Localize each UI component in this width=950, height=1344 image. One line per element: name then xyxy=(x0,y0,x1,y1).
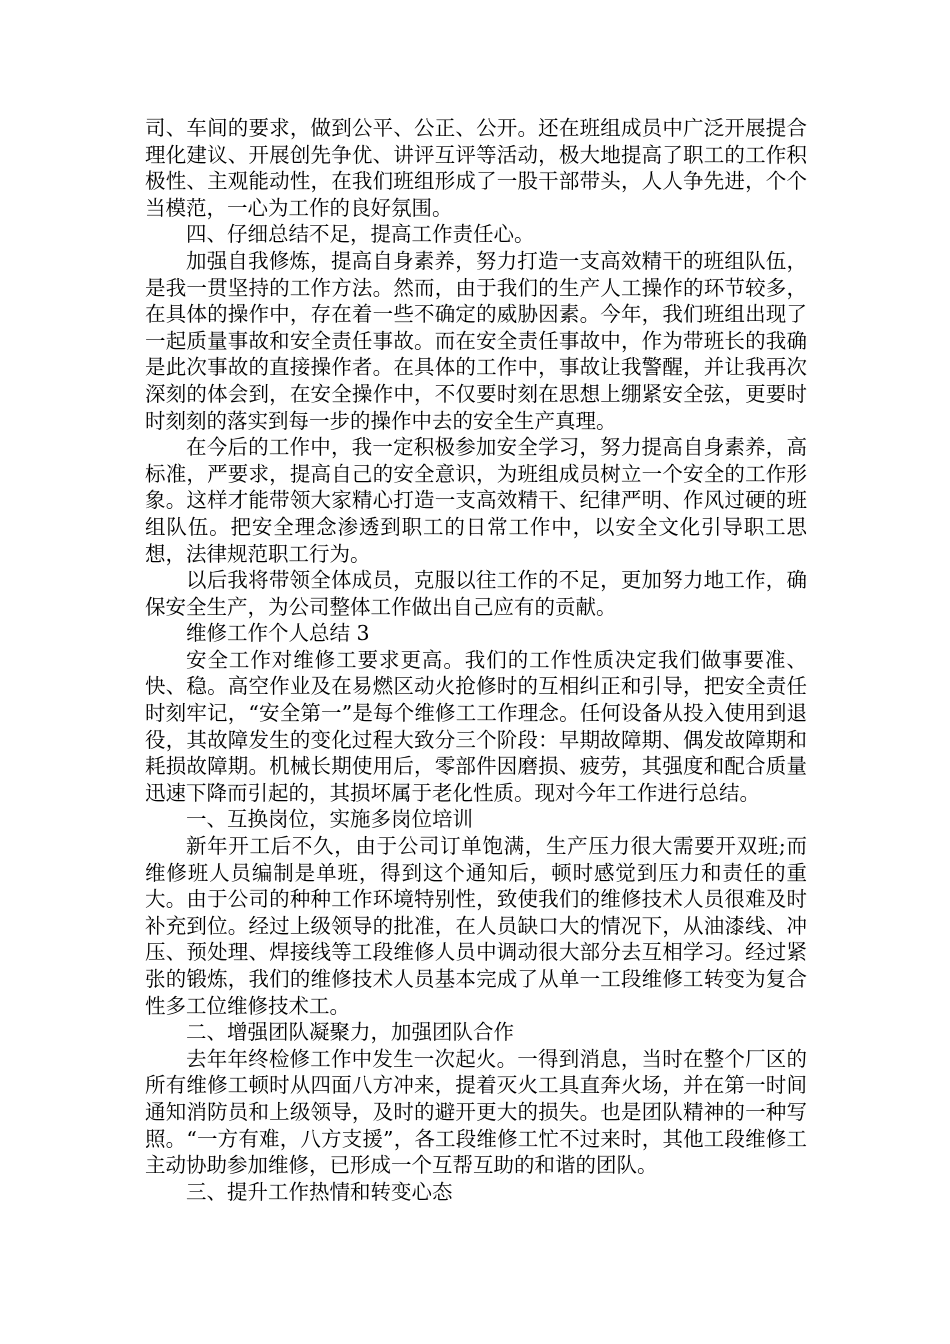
paragraph: 去年年终检修工作中发生一次起火。一得到消息，当时在整个厂区的所有维修工顿时从四面八方冲来，提着灭火工具直奔火场，并在第一时间通知消防员和上级领导，及时的避开更大的损失。也是团队精神的一种写照。“一方有难，八方支援”，各工段维修工忙不过来时，其他工段维修工主动协助参加维修，已形成一个互帮互助的和谐的团队。 xyxy=(145,1046,807,1178)
section-heading-2: 二、增强团队凝聚力，加强团队合作 xyxy=(186,1020,514,1045)
section-heading-4: 四、仔细总结不足，提高工作责任心。 xyxy=(186,222,535,247)
paragraph: 新年开工后不久，由于公司订单饱满，生产压力很大需要开双班;而维修班人员编制是单班，得到这个通知后，顿时感觉到压力和责任的重大。由于公司的种种工作环境特别性，致使我们的维修技术人员很难及时补充到位。经过上级领导的批准，在人员缺口大的情况下，从油漆线、冲压、预处理、焊接线等工段维修人员中调动很大部分去互相学习。经过紧张的锻炼，我们的维修技术人员基本完成了从单一工段维修工转变为复合性多工位维修技术工。 xyxy=(145,834,807,1018)
paragraph: 加强自我修炼，提高自身素养，努力打造一支高效精干的班组队伍，是我一贯坚持的工作方法。然而，由于我们的生产人工操作的环节较多，在具体的操作中，存在着一些不确定的威胁因素。今年，我们班组出现了一起质量事故和安全责任事故。而在安全责任事故中，作为带班长的我确是此次事故的直接操作者。在具体的工作中，事故让我警醒，并让我再次深刻的体会到，在安全操作中，不仅要时刻在思想上绷紧安全弦，更要时时刻刻的落实到每一步的操作中去的安全生产真理。 xyxy=(145,248,807,433)
paragraph: 安全工作对维修工要求更高。我们的工作性质决定我们做事要准、快、稳。高空作业及在易燃区动火抢修时的互相纠正和引导，把安全责任时刻牢记，“安全第一”是每个维修工工作理念。任何设备从投入使用到退役，其故障发生的变化过程大致分三个阶段：早期故障期、偶发故障期和耗损故障期。机械长期使用后，零部件因磨损、疲劳，其强度和配合质量迅速下降而引起的，其损坏属于老化性质。现对今年工作进行总结。 xyxy=(145,647,807,805)
document-title-3: 维修工作个人总结 3 xyxy=(186,621,370,646)
paragraph-continued: 司、车间的要求，做到公平、公正、公开。还在班组成员中广泛开展提合理化建议、开展创先争优、讲评互评等活动，极大地提高了职工的工作积极性、主观能动性，在我们班组形成了一股干部带头，人人争先进，个个当模范，一心为工作的良好氛围。 xyxy=(145,116,807,220)
paragraph: 以后我将带领全体成员，克服以往工作的不足，更加努力地工作，确保安全生产，为公司整体工作做出自己应有的贡献。 xyxy=(145,568,807,619)
section-heading-3: 三、提升工作热情和转变心态 xyxy=(186,1179,453,1204)
section-heading-1: 一、互换岗位，实施多岗位培训 xyxy=(186,807,473,832)
paragraph: 在今后的工作中，我一定积极参加安全学习，努力提高自身素养，高标准，严要求，提高自己的安全意识，为班组成员树立一个安全的工作形象。这样才能带领大家精心打造一支高效精干、纪律严明、作风过硬的班组队伍。把安全理念渗透到职工的日常工作中，以安全文化引导职工思想，法律规范职工行为。 xyxy=(145,435,807,566)
document-page xyxy=(145,115,807,1205)
